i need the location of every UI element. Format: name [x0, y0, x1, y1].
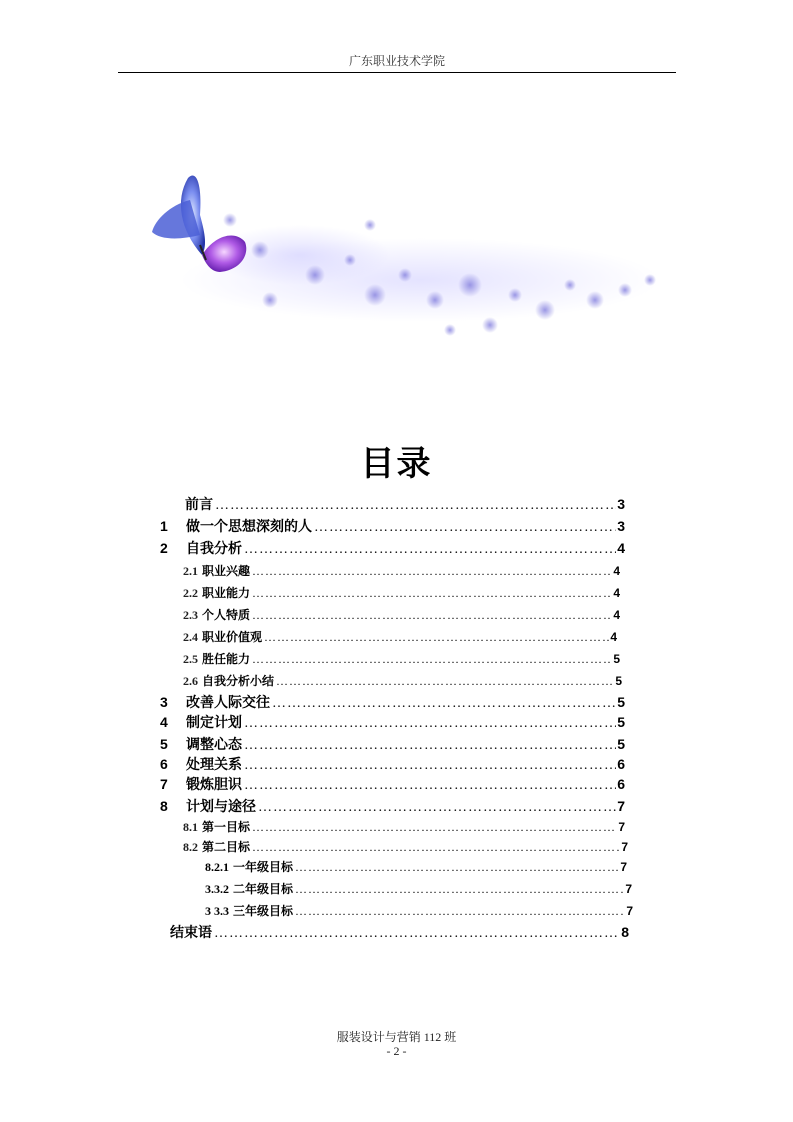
footer-class-name: 服装设计与营销 112 班: [336, 1030, 457, 1044]
toc-entry-number: 7: [160, 776, 168, 792]
toc-entry-page: 4: [613, 608, 620, 622]
toc-dot-leader: [215, 498, 616, 514]
toc-entry-number: 3: [160, 694, 168, 710]
toc-dot-leader: [252, 840, 620, 855]
toc-entry-number: 8.1: [183, 820, 198, 834]
toc-entry-title: 锻炼胆识: [186, 778, 242, 793]
toc-entry-title: 一年级目标: [233, 860, 294, 874]
toc-entry-number: 1: [160, 518, 168, 534]
toc-entry-number: 8.2.1: [205, 860, 229, 874]
toc-entry-page: 5: [617, 736, 625, 752]
toc-dot-leader: [276, 674, 614, 689]
toc-entry[interactable]: [183, 606, 620, 623]
toc-entry[interactable]: [183, 628, 617, 645]
toc-dot-leader: [244, 778, 616, 794]
toc-dot-leader: [252, 652, 612, 667]
toc-entry-title: 结束语: [170, 926, 212, 941]
toc-entry-page: 4: [610, 630, 617, 644]
toc-entry-title: 职业价值观: [202, 630, 263, 644]
toc-entry[interactable]: [160, 774, 625, 794]
toc-entry-number: 2.6: [183, 674, 198, 688]
toc-entry-title: 制定计划: [186, 716, 242, 731]
toc-entry-title: 前言: [185, 498, 213, 513]
toc-entry-title: 调整心态: [186, 738, 242, 753]
footer-page-number: - 2 -: [386, 1044, 407, 1058]
toc-entry-page: 7: [620, 860, 627, 874]
toc-dot-leader: [244, 716, 616, 732]
page-footer: [0, 1030, 793, 1058]
toc-entry-page: 5: [617, 694, 625, 710]
toc-entry[interactable]: [205, 880, 632, 897]
toc-entry-page: 4: [613, 586, 620, 600]
toc-entry-number: 8.2: [183, 840, 198, 854]
toc-dot-leader: [252, 608, 612, 623]
toc-entry-title: 胜任能力: [202, 652, 251, 666]
toc-dot-leader: [252, 586, 612, 601]
toc-entry-page: 6: [617, 776, 625, 792]
toc-entry-number: 2.2: [183, 586, 198, 600]
toc-dot-leader: [295, 904, 625, 919]
toc-entry[interactable]: [170, 922, 629, 942]
toc-entry-number: 4: [160, 714, 168, 730]
toc-entry[interactable]: [183, 562, 620, 579]
toc-dot-leader: [244, 738, 616, 754]
toc-entry-page: 7: [621, 840, 628, 854]
toc-entry-page: 5: [613, 652, 620, 666]
toc-entry[interactable]: [160, 538, 625, 558]
toc-dot-leader: [295, 882, 624, 897]
toc-entry-page: 4: [617, 540, 625, 556]
toc-entry-title: 二年级目标: [233, 882, 294, 896]
toc-entry-title: 三年级目标: [233, 904, 294, 918]
toc-entry-title: 自我分析小结: [202, 674, 275, 688]
toc-entry-number: 8: [160, 798, 168, 814]
toc-dot-leader: [258, 800, 616, 816]
page-header: 广东职业技术学院: [348, 54, 445, 68]
toc-entry-number: 2.1: [183, 564, 198, 578]
toc-entry-number: 2.5: [183, 652, 198, 666]
toc-entry[interactable]: [160, 734, 625, 754]
toc-entry[interactable]: [160, 796, 625, 816]
toc-entry-title: 职业兴趣: [202, 564, 251, 578]
toc-title: 目录: [360, 444, 433, 484]
toc-entry-number: 5: [160, 736, 168, 752]
toc-entry-page: 8: [621, 924, 629, 940]
toc-entry-page: 3: [617, 496, 625, 512]
toc-entry-number: 3.3.2: [205, 882, 229, 896]
toc-entry-page: 3: [617, 518, 625, 534]
toc-entry[interactable]: [183, 584, 620, 601]
toc-entry-title: 计划与途径: [186, 800, 256, 815]
toc-entry-page: 5: [617, 714, 625, 730]
toc-entry[interactable]: [185, 494, 625, 514]
toc-entry-title: 做一个思想深刻的人: [186, 520, 312, 535]
toc-entry[interactable]: [183, 672, 622, 689]
toc-dot-leader: [244, 542, 616, 558]
toc-entry[interactable]: [205, 902, 633, 919]
toc-dot-leader: [244, 758, 616, 774]
toc-entry-page: 7: [617, 798, 625, 814]
toc-entry[interactable]: [160, 516, 625, 536]
toc-entry-page: 7: [625, 882, 632, 896]
toc-entry-title: 个人特质: [202, 608, 251, 622]
toc-entry[interactable]: [183, 838, 628, 855]
toc-entry-title: 第一目标: [202, 820, 251, 834]
toc-entry-title: 改善人际交往: [186, 696, 270, 711]
toc-entry-page: 6: [617, 756, 625, 772]
toc-entry[interactable]: [205, 858, 627, 875]
toc-entry-title: 第二目标: [202, 840, 251, 854]
toc-entry-page: 7: [626, 904, 633, 918]
toc-entry[interactable]: [183, 650, 620, 667]
toc-dot-leader: [252, 820, 617, 835]
toc-entry-number: 3 3.3: [205, 904, 229, 918]
toc-dot-leader: [214, 926, 620, 942]
toc-entry-page: 5: [615, 674, 622, 688]
toc-entry[interactable]: [160, 692, 625, 712]
toc-entry-number: 2.3: [183, 608, 198, 622]
toc-entry-number: 2.4: [183, 630, 198, 644]
toc-entry-title: 职业能力: [202, 586, 251, 600]
toc-dot-leader: [314, 520, 616, 536]
toc-entry[interactable]: [160, 754, 625, 774]
toc-dot-leader: [252, 564, 612, 579]
toc-entry-page: 7: [618, 820, 625, 834]
toc-entry-number: 6: [160, 756, 168, 772]
toc-entry-page: 4: [613, 564, 620, 578]
toc-entry-title: 自我分析: [186, 542, 242, 557]
toc-dot-leader: [272, 696, 616, 712]
toc-entry-number: 2: [160, 540, 168, 556]
toc-entry[interactable]: [160, 712, 625, 732]
toc-entry-title: 处理关系: [186, 758, 242, 773]
toc-entry[interactable]: [183, 818, 625, 835]
toc-dot-leader: [295, 860, 619, 875]
toc-dot-leader: [264, 630, 609, 645]
